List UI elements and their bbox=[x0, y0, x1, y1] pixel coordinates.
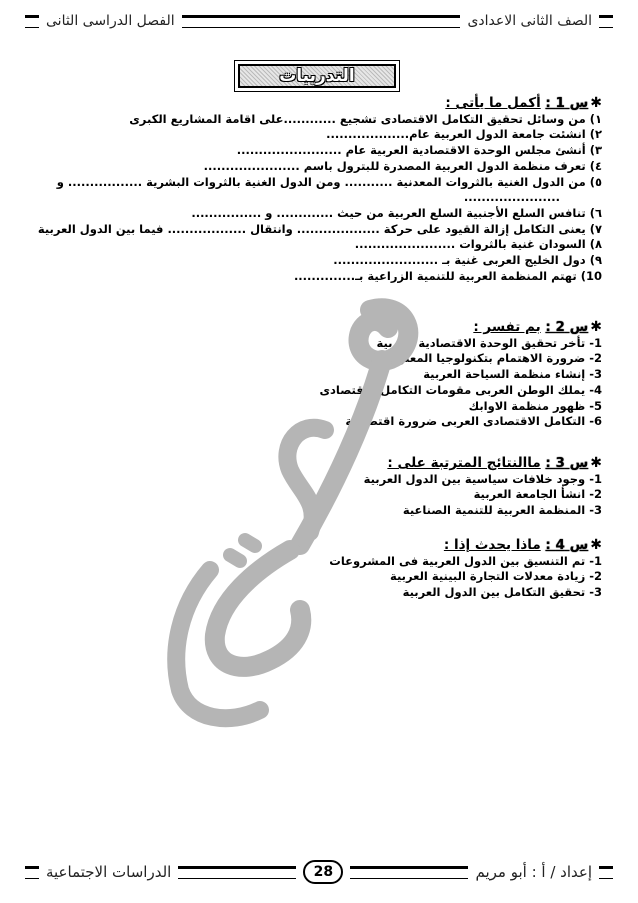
list-item: ٢) انشئت جامعة الدول العربية عام................... bbox=[326, 127, 602, 142]
footer-subject: الدراسات الاجتماعية bbox=[45, 863, 172, 881]
list-item: 1- تأخر تحقيق الوحدة الاقتصادية العربية bbox=[376, 335, 602, 350]
footer-rule bbox=[178, 866, 296, 879]
list-item: 10) تهتم المنظمة العربية للتنمية الزراعية بـ.............. bbox=[293, 268, 602, 283]
question-title: أكمل ما يأتى : bbox=[445, 95, 541, 111]
question-heading bbox=[62, 320, 602, 336]
question-label: س 3 : bbox=[545, 455, 589, 471]
star-icon: ✱ bbox=[590, 319, 602, 335]
list-item: 6- التكامل الاقتصادى العربى ضرورة اقتصادية bbox=[345, 414, 602, 429]
list-item: ١) من وسائل تحقيق التكامل الاقتصادى تشجيع ............على اقامة المشاريع الكبرى bbox=[129, 111, 602, 126]
list-item: ٧) يعنى التكامل إزالة القيود على حركة ................... وانتقال .................. فيما بين الدول العربية bbox=[37, 221, 602, 236]
header-rule bbox=[599, 15, 613, 28]
question-4 bbox=[62, 538, 602, 601]
list-item: 3- إنشاء منظمة السياحة العربية bbox=[423, 367, 602, 382]
footer-rule bbox=[350, 866, 468, 879]
list-item: ٤) تعرف منظمة الدول العربية المصدرة للبترول باسم ...................... bbox=[203, 158, 602, 173]
question-heading bbox=[62, 96, 602, 112]
list-item: ٦) تنافس السلع الأجنبية السلع العربية من حيث ............. و ................ bbox=[191, 205, 602, 220]
question-title: بم تفسر : bbox=[473, 319, 541, 335]
page-number: 28 bbox=[303, 860, 343, 884]
star-icon: ✱ bbox=[590, 95, 602, 111]
question-title: ماذا يحدث إذا : bbox=[443, 537, 541, 553]
list-item: ٣) أنشئ مجلس الوحدة الاقتصادية العربية عام ........................ bbox=[236, 143, 602, 158]
header-rule bbox=[25, 15, 39, 28]
list-item: ٨) السودان غنية بالثروات ....................... bbox=[354, 237, 602, 252]
question-1 bbox=[37, 95, 602, 284]
question-label: س 1 : bbox=[545, 95, 589, 111]
page-footer bbox=[22, 858, 616, 886]
list-item: ٩) دول الخليج العربى غنية بـ ........................ bbox=[333, 253, 602, 268]
list-item: 2- انشأ الجامعة العربية bbox=[473, 487, 602, 502]
list-item: 5- ظهور منظمة الاوابك bbox=[468, 398, 602, 413]
question-title: ماالنتائج المترتبة على : bbox=[387, 455, 541, 471]
footer-rule bbox=[599, 866, 613, 879]
star-icon: ✱ bbox=[590, 537, 602, 553]
footer-rule bbox=[25, 866, 39, 879]
list-item: ...................... bbox=[463, 190, 560, 205]
question-label: س 2 : bbox=[545, 319, 589, 335]
question-label: س 4 : bbox=[545, 537, 589, 553]
list-item: 1- تم التنسيق بين الدول العربية فى المشروعات bbox=[329, 553, 602, 568]
question-3 bbox=[62, 456, 602, 519]
list-item: 4- يملك الوطن العربى مقومات التكامل الاقتصادى bbox=[319, 382, 602, 397]
page-title: التدريبات bbox=[238, 64, 396, 88]
list-item: 2- ضرورة الاهتمام بتكنولوجيا المعلومات bbox=[374, 351, 602, 366]
header-grade: الصف الثانى الاعدادى bbox=[467, 13, 592, 29]
list-item: ٥) من الدول الغنية بالثروات المعدنية ........... ومن الدول الغنية بالثروات البشرية ................. و bbox=[56, 174, 602, 189]
question-2 bbox=[62, 320, 602, 430]
header-rule bbox=[182, 15, 461, 28]
star-icon: ✱ bbox=[590, 455, 602, 471]
header-term: الفصل الدراسى الثانى bbox=[46, 13, 175, 29]
footer-author: إعداد / أ : أبو مريم bbox=[475, 863, 592, 881]
list-item: 1- وجود خلافات سياسية بين الدول العربية bbox=[363, 471, 602, 486]
list-item: 3- المنظمة العربية للتنمية الصناعية bbox=[402, 503, 602, 518]
page-header bbox=[22, 8, 616, 34]
title-box bbox=[234, 60, 400, 92]
question-heading bbox=[62, 538, 602, 554]
question-heading bbox=[62, 456, 602, 472]
list-item: 2- زيادة معدلات التجارة البينية العربية bbox=[389, 569, 602, 584]
list-item: 3- تحقيق التكامل بين الدول العربية bbox=[402, 585, 602, 600]
